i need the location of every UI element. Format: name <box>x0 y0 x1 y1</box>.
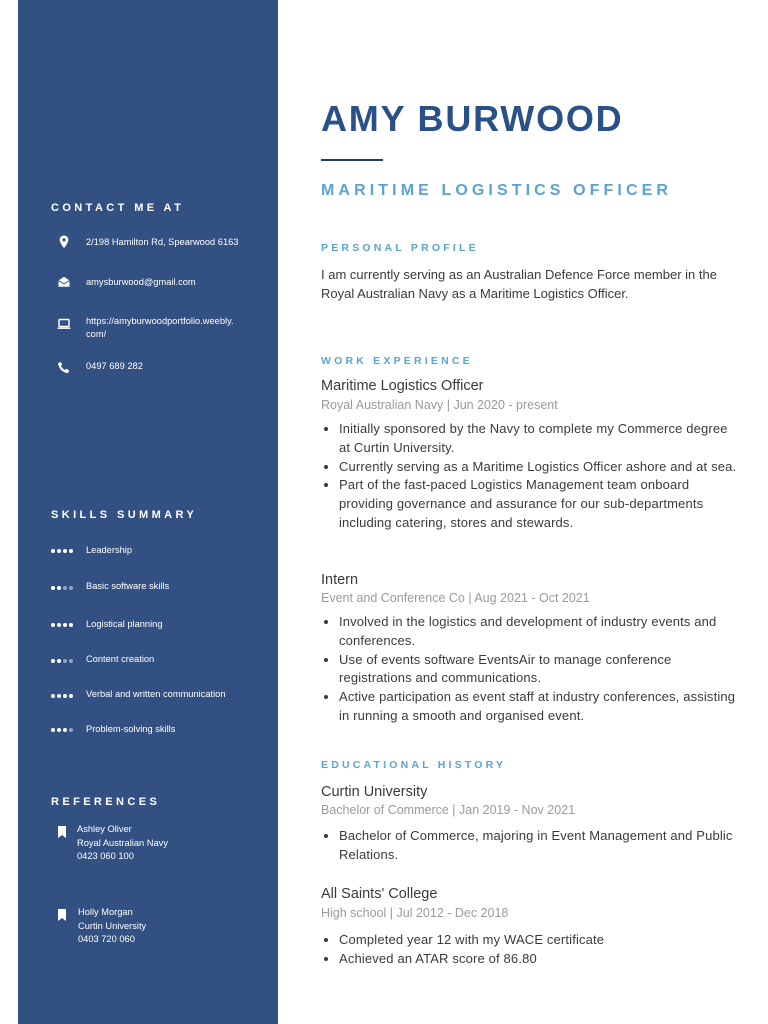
skill-label-software: Basic software skills <box>86 581 170 591</box>
skill-dot-empty <box>69 586 73 590</box>
job-2-title: Intern <box>321 572 359 588</box>
education-2-bullets <box>321 931 739 969</box>
skill-dot-filled <box>63 694 67 698</box>
skill-dot-empty <box>63 659 67 663</box>
reference-2 <box>78 906 146 947</box>
skill-rating-content <box>51 657 79 665</box>
bookmark-icon <box>58 826 66 838</box>
skill-dot-filled <box>57 659 61 663</box>
job-2-meta: Event and Conference Co | Aug 2021 - Oct 2021 <box>321 591 590 605</box>
profile-heading: PERSONAL PROFILE <box>321 242 479 254</box>
skill-rating-communication <box>51 692 79 700</box>
reference-1-phone: 0423 060 100 <box>77 851 134 861</box>
list-item: • Completed year 12 with my WACE certificate <box>339 931 739 950</box>
profile-text: I am currently serving as an Australian Defence Force member in the Royal Australian Navy as a Maritime Logistics Officer. <box>321 267 717 301</box>
skill-dot-filled <box>63 549 67 553</box>
list-item: • Achieved an ATAR score of 86.80 <box>339 950 739 969</box>
reference-1-org: Royal Australian Navy <box>77 837 168 848</box>
skill-dot-filled <box>69 549 73 553</box>
job-1-meta: Royal Australian Navy | Jun 2020 - present <box>321 398 558 412</box>
phone-icon <box>56 360 72 376</box>
skill-dot-empty <box>69 728 73 732</box>
skill-dot-filled <box>57 586 61 590</box>
skill-dot-filled <box>57 694 61 698</box>
job-2-bullets <box>321 613 739 726</box>
education-2-meta: High school | Jul 2012 - Dec 2018 <box>321 906 509 920</box>
skill-dot-filled <box>51 659 55 663</box>
title-divider <box>321 159 383 161</box>
skill-dot-filled <box>51 728 55 732</box>
bookmark-icon <box>58 909 66 921</box>
skill-dot-filled <box>57 728 61 732</box>
skill-rating-problem-solving <box>51 726 79 734</box>
list-item: • Use of events software EventsAir to manage conference registrations and communications. <box>339 651 739 689</box>
list-item: • Initially sponsored by the Navy to complete my Commerce degree at Curtin University. <box>339 420 739 458</box>
education-2-title: All Saints' College <box>321 886 438 902</box>
list-item: • Currently serving as a Maritime Logistics Officer ashore and at sea. <box>339 458 739 477</box>
skill-dot-filled <box>57 623 61 627</box>
contact-email[interactable]: amysburwood@gmail.com <box>86 277 196 287</box>
skill-dot-filled <box>63 728 67 732</box>
education-1-meta: Bachelor of Commerce | Jan 2019 - Nov 2021 <box>321 803 576 817</box>
list-item: • Bachelor of Commerce, majoring in Event Management and Public Relations. <box>339 827 739 865</box>
job-1-bullets <box>321 420 739 533</box>
reference-2-org: Curtin University <box>78 920 147 931</box>
skill-rating-leadership <box>51 547 79 555</box>
skill-dot-filled <box>69 623 73 627</box>
skill-label-content: Content creation <box>86 654 155 664</box>
reference-1-name: Ashley Oliver <box>77 824 132 834</box>
list-item: • Active participation as event staff at industry conferences, assisting in running a smooth and organised event. <box>339 688 739 726</box>
skill-dot-filled <box>51 586 55 590</box>
candidate-name: AMY BURWOOD <box>321 98 624 139</box>
sidebar <box>18 0 278 1024</box>
contact-heading: CONTACT ME AT <box>51 202 185 214</box>
list-item: • Part of the fast-paced Logistics Management team onboard providing governance and assurance for our sub-departments including catering, stores and stewards. <box>339 476 739 532</box>
work-heading: WORK EXPERIENCE <box>321 355 473 367</box>
skill-dot-filled <box>51 694 55 698</box>
skill-label-planning: Logistical planning <box>86 619 163 629</box>
contact-phone[interactable]: 0497 689 282 <box>86 361 143 371</box>
skill-label-leadership: Leadership <box>86 545 133 555</box>
list-item: • Involved in the logistics and development of industry events and conferences. <box>339 613 739 651</box>
skill-dot-empty <box>63 586 67 590</box>
reference-1 <box>77 823 168 864</box>
reference-2-name: Holly Morgan <box>78 907 133 917</box>
contact-address: 2/198 Hamilton Rd, Spearwood 6163 <box>86 237 239 247</box>
job-title-heading: MARITIME LOGISTICS OFFICER <box>321 182 673 199</box>
contact-website[interactable]: https://amyburwoodportfolio.weebly.com/ <box>86 316 234 339</box>
skill-label-problem-solving: Problem-solving skills <box>86 724 176 734</box>
skill-dot-empty <box>69 659 73 663</box>
references-heading: REFERENCES <box>51 796 161 808</box>
mail-icon <box>56 274 72 290</box>
job-1-title: Maritime Logistics Officer <box>321 378 484 394</box>
skill-dot-filled <box>51 623 55 627</box>
location-pin-icon <box>56 234 72 250</box>
laptop-icon <box>56 316 72 332</box>
skills-heading: SKILLS SUMMARY <box>51 509 198 521</box>
skill-label-communication: Verbal and written communication <box>86 689 226 699</box>
education-1-title: Curtin University <box>321 784 428 800</box>
skill-rating-software <box>51 584 79 592</box>
education-heading: EDUCATIONAL HISTORY <box>321 759 507 771</box>
skill-dot-filled <box>51 549 55 553</box>
education-1-bullets <box>321 827 739 865</box>
skill-dot-filled <box>63 623 67 627</box>
reference-2-phone: 0403 720 060 <box>78 934 135 944</box>
skill-rating-planning <box>51 621 79 629</box>
skill-dot-filled <box>69 694 73 698</box>
skill-dot-filled <box>57 549 61 553</box>
